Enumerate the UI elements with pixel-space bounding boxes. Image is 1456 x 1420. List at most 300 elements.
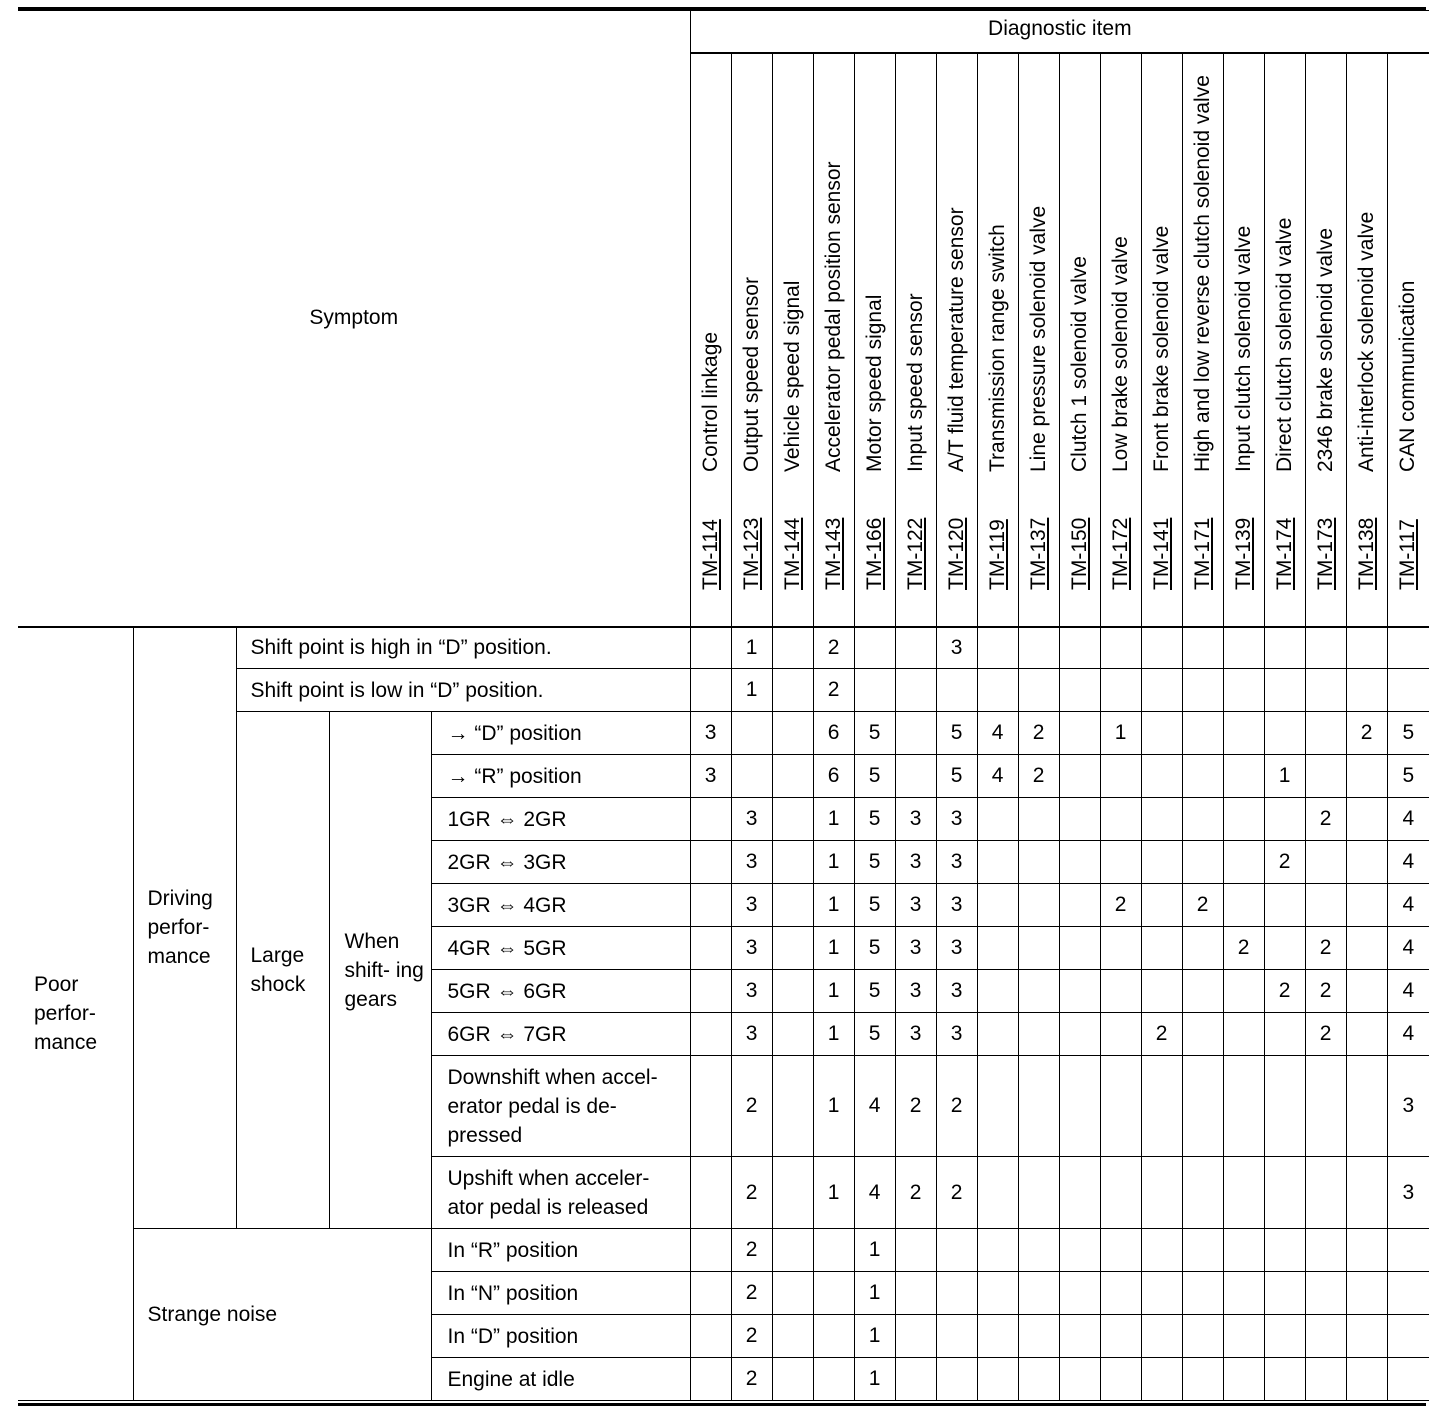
value-cell	[977, 669, 1018, 712]
value-cell: 1	[813, 884, 854, 927]
value-cell: 3	[895, 970, 936, 1013]
value-cell	[1264, 927, 1305, 970]
row-label: → “R” position	[431, 755, 690, 798]
value-cell	[977, 841, 1018, 884]
value-cell: 4	[854, 1157, 895, 1229]
value-cell	[1182, 1315, 1223, 1358]
value-cell	[1223, 669, 1264, 712]
value-cell: 2	[813, 627, 854, 669]
column-ref-link[interactable]: TM-138	[1354, 517, 1378, 590]
value-cell	[1141, 884, 1182, 927]
value-cell	[1141, 798, 1182, 841]
row-label: 4GR ⇔ 5GR	[431, 927, 690, 970]
value-cell: 2	[1141, 1013, 1182, 1056]
value-cell	[1264, 1315, 1305, 1358]
value-cell: 2	[731, 1358, 772, 1401]
column-name: Direct clutch solenoid valve	[1272, 217, 1296, 472]
value-cell	[772, 1056, 813, 1157]
column-ref-link[interactable]: TM-143	[821, 517, 845, 590]
value-cell: 2	[1264, 841, 1305, 884]
column-header-text	[697, 53, 725, 590]
column-header	[936, 53, 977, 627]
column-header-text	[779, 53, 807, 590]
value-cell: 5	[1387, 712, 1429, 755]
value-cell	[1305, 884, 1346, 927]
value-cell	[936, 1315, 977, 1358]
value-cell: 2	[731, 1272, 772, 1315]
column-name: Front brake solenoid valve	[1149, 225, 1173, 472]
value-cell	[1346, 1056, 1387, 1157]
value-cell	[772, 927, 813, 970]
column-ref-link[interactable]: TM-144	[780, 517, 804, 590]
value-cell	[690, 841, 731, 884]
value-cell	[1223, 712, 1264, 755]
value-cell: 2	[1018, 712, 1059, 755]
value-cell: 3	[731, 970, 772, 1013]
value-cell	[1264, 712, 1305, 755]
value-cell	[1305, 1272, 1346, 1315]
value-cell: 1	[731, 669, 772, 712]
value-cell	[1018, 1358, 1059, 1401]
value-cell	[977, 798, 1018, 841]
value-cell: 5	[854, 1013, 895, 1056]
column-ref-link[interactable]: TM-150	[1067, 517, 1091, 590]
value-cell	[1346, 841, 1387, 884]
value-cell	[772, 1315, 813, 1358]
row-label: 3GR ⇔ 4GR	[431, 884, 690, 927]
value-cell	[1100, 1358, 1141, 1401]
value-cell	[772, 755, 813, 798]
value-cell	[690, 1056, 731, 1157]
value-cell	[813, 1358, 854, 1401]
value-cell: 2	[1305, 970, 1346, 1013]
value-cell: 2	[895, 1157, 936, 1229]
value-cell: 4	[1387, 927, 1429, 970]
column-header	[1141, 53, 1182, 627]
column-header	[977, 53, 1018, 627]
value-cell: 3	[731, 841, 772, 884]
value-cell	[1264, 884, 1305, 927]
value-cell: 2	[936, 1157, 977, 1229]
column-header-text	[738, 53, 766, 590]
value-cell	[772, 970, 813, 1013]
row-label: In “D” position	[431, 1315, 690, 1358]
value-cell: 4	[1387, 1013, 1429, 1056]
value-cell: 2	[731, 1056, 772, 1157]
value-cell	[1182, 669, 1223, 712]
value-cell	[977, 927, 1018, 970]
value-cell	[690, 1013, 731, 1056]
value-cell	[1182, 1272, 1223, 1315]
value-cell	[690, 884, 731, 927]
value-cell: 5	[854, 970, 895, 1013]
value-cell	[977, 627, 1018, 669]
value-cell	[1059, 1013, 1100, 1056]
table-row	[18, 627, 1429, 669]
value-cell	[813, 1315, 854, 1358]
column-header	[690, 53, 731, 627]
value-cell: 3	[936, 841, 977, 884]
column-name: Input speed sensor	[903, 292, 927, 472]
value-cell	[1059, 755, 1100, 798]
column-header-text	[1189, 53, 1217, 590]
header-row	[18, 11, 1429, 53]
value-cell: 4	[1387, 970, 1429, 1013]
column-name: Line pressure solenoid valve	[1026, 205, 1050, 472]
value-cell	[1059, 927, 1100, 970]
value-cell	[1182, 1358, 1223, 1401]
value-cell	[1018, 841, 1059, 884]
column-header	[1100, 53, 1141, 627]
value-cell	[690, 1229, 731, 1272]
value-cell	[936, 1358, 977, 1401]
column-name: Low brake solenoid valve	[1108, 235, 1132, 472]
value-cell: 1	[813, 1056, 854, 1157]
row-label: 1GR ⇔ 2GR	[431, 798, 690, 841]
value-cell	[772, 1229, 813, 1272]
value-cell	[1182, 1157, 1223, 1229]
value-cell	[1141, 841, 1182, 884]
value-cell	[690, 1157, 731, 1229]
diagnostic-item-header: Diagnostic item	[690, 11, 1429, 53]
value-cell: 1	[854, 1229, 895, 1272]
value-cell	[977, 1013, 1018, 1056]
column-name: CAN communication	[1396, 280, 1420, 472]
row-label: Engine at idle	[431, 1358, 690, 1401]
value-cell	[1346, 1315, 1387, 1358]
value-cell	[1018, 798, 1059, 841]
value-cell	[1018, 970, 1059, 1013]
value-cell	[1223, 841, 1264, 884]
value-cell	[1387, 1315, 1429, 1358]
value-cell: 2	[895, 1056, 936, 1157]
value-cell	[1305, 755, 1346, 798]
value-cell	[1223, 970, 1264, 1013]
value-cell: 1	[813, 798, 854, 841]
column-name: Vehicle speed signal	[780, 280, 804, 472]
value-cell	[1182, 1229, 1223, 1272]
value-cell	[1141, 927, 1182, 970]
value-cell	[977, 1272, 1018, 1315]
value-cell	[1305, 1358, 1346, 1401]
value-cell	[1223, 1315, 1264, 1358]
value-cell	[1264, 1056, 1305, 1157]
diagnosis-table-page	[18, 7, 1426, 1406]
value-cell	[854, 669, 895, 712]
value-cell	[690, 1315, 731, 1358]
column-header-text	[1271, 53, 1299, 590]
value-cell: 1	[813, 927, 854, 970]
value-cell: 3	[690, 755, 731, 798]
column-header-text	[1025, 53, 1053, 590]
value-cell	[895, 669, 936, 712]
value-cell	[1305, 627, 1346, 669]
column-header-text	[1148, 53, 1176, 590]
value-cell	[977, 970, 1018, 1013]
column-header-text	[984, 53, 1012, 590]
value-cell	[772, 798, 813, 841]
value-cell	[1182, 841, 1223, 884]
value-cell	[1387, 669, 1429, 712]
value-cell	[690, 669, 731, 712]
value-cell: 5	[854, 712, 895, 755]
value-cell	[1305, 669, 1346, 712]
column-ref-link[interactable]: TM-120	[944, 517, 968, 590]
value-cell	[1059, 1358, 1100, 1401]
value-cell	[690, 798, 731, 841]
value-cell	[895, 1315, 936, 1358]
value-cell	[1182, 755, 1223, 798]
value-cell: 5	[854, 841, 895, 884]
value-cell	[1223, 884, 1264, 927]
column-ref-link[interactable]: TM-139	[1231, 517, 1255, 590]
value-cell: 4	[1387, 841, 1429, 884]
value-cell	[977, 884, 1018, 927]
column-header	[895, 53, 936, 627]
value-cell	[1141, 669, 1182, 712]
value-cell: 3	[690, 712, 731, 755]
value-cell	[1100, 669, 1141, 712]
value-cell	[1059, 841, 1100, 884]
column-header-text	[943, 53, 971, 590]
value-cell	[1387, 1272, 1429, 1315]
value-cell	[1100, 1013, 1141, 1056]
value-cell	[1223, 1229, 1264, 1272]
value-cell	[1223, 1157, 1264, 1229]
column-ref-link[interactable]: TM-171	[1190, 517, 1214, 590]
row-label: Shift point is low in “D” position.	[236, 669, 690, 712]
value-cell	[1346, 669, 1387, 712]
value-cell	[1264, 1358, 1305, 1401]
value-cell	[1182, 1013, 1223, 1056]
value-cell	[813, 1229, 854, 1272]
value-cell	[1059, 1056, 1100, 1157]
value-cell	[690, 1358, 731, 1401]
value-cell: 5	[936, 755, 977, 798]
value-cell	[1264, 1272, 1305, 1315]
value-cell: 2	[936, 1056, 977, 1157]
value-cell	[1059, 1272, 1100, 1315]
value-cell: 5	[854, 927, 895, 970]
value-cell	[1387, 1358, 1429, 1401]
value-cell: 2	[1305, 927, 1346, 970]
value-cell	[1387, 627, 1429, 669]
value-cell	[1182, 970, 1223, 1013]
value-cell: 4	[977, 712, 1018, 755]
column-header	[1387, 53, 1429, 627]
value-cell	[1100, 1272, 1141, 1315]
row-label: 5GR ⇔ 6GR	[431, 970, 690, 1013]
value-cell: 3	[1387, 1157, 1429, 1229]
value-cell: 3	[895, 841, 936, 884]
value-cell	[895, 755, 936, 798]
value-cell: 5	[854, 755, 895, 798]
value-cell	[690, 970, 731, 1013]
value-cell: 3	[936, 627, 977, 669]
column-name: Anti-interlock solenoid valve	[1354, 211, 1378, 472]
value-cell	[1346, 798, 1387, 841]
value-cell	[772, 884, 813, 927]
value-cell	[895, 712, 936, 755]
column-header	[731, 53, 772, 627]
column-ref-link[interactable]: TM-172	[1108, 517, 1132, 590]
value-cell	[1141, 1229, 1182, 1272]
column-name: Transmission range switch	[985, 223, 1009, 472]
value-cell	[1223, 755, 1264, 798]
value-cell	[895, 1272, 936, 1315]
value-cell	[690, 627, 731, 669]
value-cell: 4	[1387, 798, 1429, 841]
column-ref-link[interactable]: TM-166	[862, 517, 886, 590]
value-cell	[1182, 927, 1223, 970]
column-ref-link[interactable]: TM-141	[1149, 517, 1173, 590]
value-cell	[772, 841, 813, 884]
value-cell	[690, 1272, 731, 1315]
value-cell	[1100, 798, 1141, 841]
value-cell: 5	[854, 798, 895, 841]
value-cell: 1	[813, 1157, 854, 1229]
value-cell	[1305, 1315, 1346, 1358]
group-poor-performance: Poor perfor- mance	[18, 627, 133, 1401]
value-cell	[1182, 798, 1223, 841]
column-header	[813, 53, 854, 627]
value-cell	[1141, 755, 1182, 798]
value-cell	[1346, 1157, 1387, 1229]
value-cell: 3	[936, 970, 977, 1013]
value-cell	[1018, 1056, 1059, 1157]
value-cell	[1141, 627, 1182, 669]
value-cell	[1182, 627, 1223, 669]
value-cell: 3	[936, 927, 977, 970]
column-ref-link[interactable]: TM-114	[698, 518, 722, 590]
column-name: Output speed sensor	[739, 276, 763, 472]
value-cell	[1264, 798, 1305, 841]
value-cell	[1264, 627, 1305, 669]
value-cell: 3	[895, 1013, 936, 1056]
column-ref-link[interactable]: TM-174	[1272, 517, 1296, 590]
value-cell	[690, 927, 731, 970]
value-cell: 4	[1387, 884, 1429, 927]
value-cell	[1018, 1229, 1059, 1272]
row-label: Upshift when acceler- ator pedal is released	[431, 1157, 690, 1229]
value-cell	[936, 1272, 977, 1315]
value-cell	[1100, 841, 1141, 884]
value-cell	[772, 627, 813, 669]
column-ref-link[interactable]: TM-123	[739, 517, 763, 590]
group-driving-performance: Driving perfor- mance	[133, 627, 236, 1229]
value-cell: 1	[813, 1013, 854, 1056]
row-label: → “D” position	[431, 712, 690, 755]
value-cell: 1	[1264, 755, 1305, 798]
value-cell: 2	[813, 669, 854, 712]
value-cell	[1018, 884, 1059, 927]
value-cell	[1264, 669, 1305, 712]
value-cell: 6	[813, 712, 854, 755]
value-cell	[1100, 627, 1141, 669]
value-cell: 3	[731, 927, 772, 970]
value-cell: 2	[1100, 884, 1141, 927]
value-cell	[1346, 1358, 1387, 1401]
value-cell	[1141, 1056, 1182, 1157]
value-cell	[1059, 1157, 1100, 1229]
value-cell: 3	[936, 1013, 977, 1056]
column-header	[1346, 53, 1387, 627]
value-cell	[1223, 798, 1264, 841]
value-cell	[936, 669, 977, 712]
column-name: Clutch 1 solenoid valve	[1067, 255, 1091, 472]
column-header	[1018, 53, 1059, 627]
group-strange-noise: Strange noise	[133, 1229, 431, 1401]
value-cell: 2	[1018, 755, 1059, 798]
column-header-text	[902, 53, 930, 590]
value-cell	[1059, 1229, 1100, 1272]
value-cell	[1264, 1229, 1305, 1272]
value-cell	[1346, 927, 1387, 970]
column-header	[1223, 53, 1264, 627]
value-cell: 3	[895, 927, 936, 970]
value-cell	[1100, 927, 1141, 970]
value-cell: 6	[813, 755, 854, 798]
value-cell	[772, 1358, 813, 1401]
value-cell: 1	[813, 841, 854, 884]
value-cell	[1059, 970, 1100, 1013]
symptom-table	[18, 10, 1429, 1401]
value-cell	[1346, 755, 1387, 798]
value-cell	[772, 1157, 813, 1229]
group-when-shifting-gears: When shift- ing gears	[329, 712, 431, 1229]
row-label: 6GR ⇔ 7GR	[431, 1013, 690, 1056]
value-cell: 3	[731, 1013, 772, 1056]
value-cell	[977, 1157, 1018, 1229]
column-ref-link[interactable]: TM-119	[985, 518, 1009, 590]
value-cell	[1100, 1056, 1141, 1157]
value-cell	[977, 1315, 1018, 1358]
row-label: Shift point is high in “D” position.	[236, 627, 690, 669]
value-cell	[1018, 1013, 1059, 1056]
value-cell: 2	[1305, 798, 1346, 841]
value-cell	[977, 1358, 1018, 1401]
column-ref-link[interactable]: TM-173	[1313, 517, 1337, 590]
value-cell	[1305, 1056, 1346, 1157]
value-cell: 1	[731, 627, 772, 669]
value-cell	[1059, 884, 1100, 927]
value-cell	[1100, 1315, 1141, 1358]
column-header-text	[820, 53, 848, 590]
value-cell: 1	[813, 970, 854, 1013]
column-ref-link[interactable]: TM-122	[903, 517, 927, 590]
column-ref-link[interactable]: TM-137	[1026, 517, 1050, 590]
value-cell	[1264, 1013, 1305, 1056]
value-cell	[1346, 1272, 1387, 1315]
column-header	[772, 53, 813, 627]
column-header	[1182, 53, 1223, 627]
value-cell	[1018, 627, 1059, 669]
value-cell	[1182, 712, 1223, 755]
value-cell	[1346, 970, 1387, 1013]
value-cell	[1018, 1272, 1059, 1315]
value-cell	[895, 627, 936, 669]
value-cell	[1141, 1358, 1182, 1401]
column-header-text	[1353, 53, 1381, 590]
value-cell	[1141, 712, 1182, 755]
value-cell	[1223, 1358, 1264, 1401]
value-cell	[1223, 1056, 1264, 1157]
row-label: 2GR ⇔ 3GR	[431, 841, 690, 884]
value-cell: 1	[854, 1358, 895, 1401]
value-cell	[1100, 1229, 1141, 1272]
value-cell	[895, 1358, 936, 1401]
column-ref-link[interactable]: TM-117	[1396, 518, 1420, 590]
